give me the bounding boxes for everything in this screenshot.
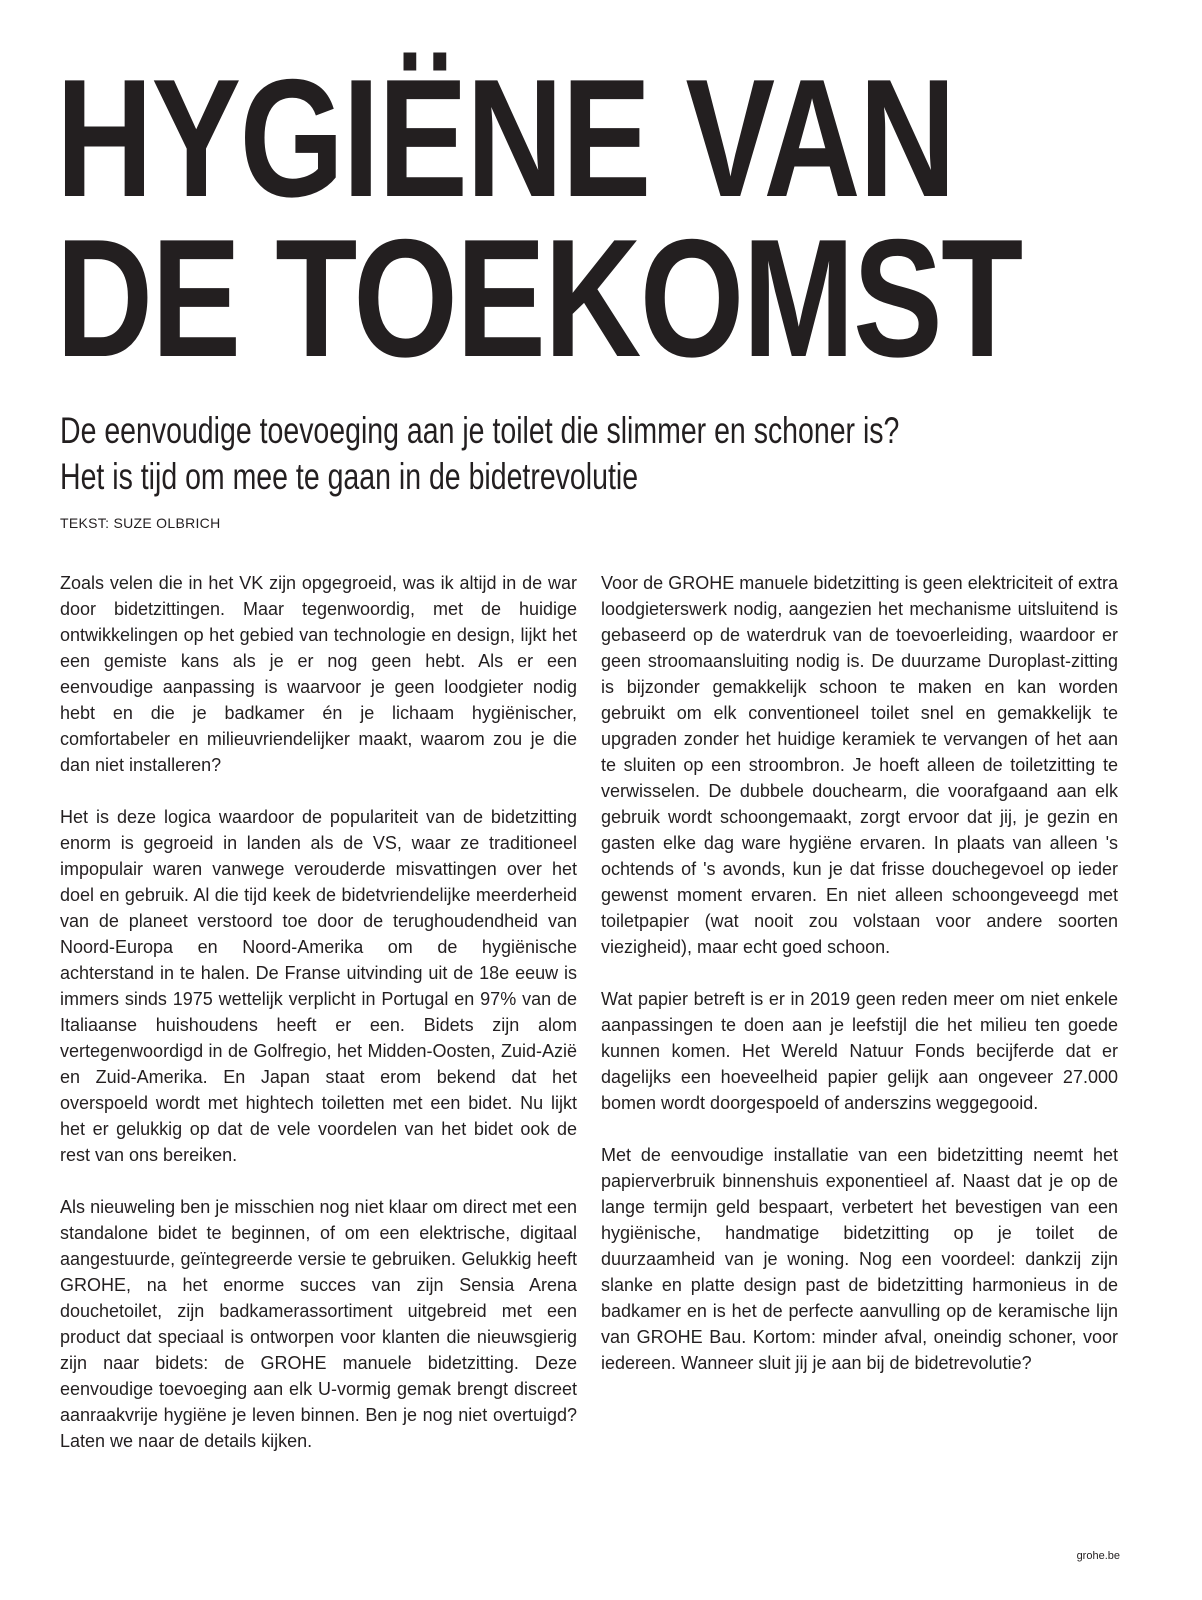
body-column-right [601,570,1118,1402]
paragraph: Wat papier betreft is er in 2019 geen reden meer om niet enkele aanpassingen te doen aan je leefstijl die het milieu ten goede kunnen komen. Het Wereld Natuur Fonds becijferde dat er dagelijks een hoeveelheid papier gelijk aan ongeveer 27.000 bomen wordt doorgespoeld of anderszins weggegooid. [601,989,1118,1113]
subheadline [60,408,1061,500]
subheadline-line-1: De eenvoudige toevoeging aan je toilet die slimmer en schoner is? [60,410,900,451]
paragraph: Zoals velen die in het VK zijn opgegroeid, was ik altijd in de war door bidetzittingen. Maar tegenwoordig, met de huidige ontwikkelingen op het gebied van technologie en design, lijkt het een gemiste kans als je er nog geen hebt. Als er een eenvoudige aanpassing is waarvoor je geen loodgieter nodig hebt en die je badkamer én je lichaam hygiënischer, comfortabeler en milieuvriendelijker maakt, waarom zou je die dan niet installeren? [60,573,577,775]
paragraph: Met de eenvoudige installatie van een bidetzitting neemt het papierverbruik binnenshuis exponentieel af. Naast dat je op de lange termijn geld bespaart, verbetert het bevestigen van een hygiënische, handmatige bidetzitting op je toilet de duurzaamheid van je woning. Nog een voordeel: dankzij zijn slanke en platte design past de bidetzitting harmonieus in de badkamer en is het de perfecte aanvulling op de keramische lijn van GROHE Bau. Kortom: minder afval, oneindig schoner, voor iedereen. Wanneer sluit jij je aan bij de bidetrevolutie? [601,1145,1118,1373]
headline [56,44,1022,392]
headline-line-2: DE TOEKOMST [56,204,1022,392]
paragraph: Voor de GROHE manuele bidetzitting is geen elektriciteit of extra loodgieterswerk nodig, aangezien het mechanisme uitsluitend is gebaseerd op de waterdruk van de toevoerleiding, waardoor er geen stroomaansluiting nodig is. De duurzame Duroplast-zitting is bijzonder gemakkelijk schoon te maken en kan worden gebruikt om elk conventioneel toilet snel en gemakkelijk te upgraden zonder het huidige keramiek te vervangen of het aan te sluiten op een stroombron. Je hoeft alleen de toiletzitting te verwisselen. De dubbele douchearm, die voorafgaand aan elk gebruik wordt schoongemaakt, zorgt ervoor dat jij, je gezin en gasten elke dag ware hygiëne ervaren. In plaats van alleen 's ochtends of 's avonds, kun je dat frisse douchegevoel op ieder gewenst moment ervaren. En niet alleen schoongeveegd met toiletpapier (wat nooit zou volstaan voor andere soorten viezigheid), maar echt goed schoon. [601,573,1118,957]
paragraph: Het is deze logica waardoor de populariteit van de bidetzitting enorm is gegroeid in landen als de VS, waar ze traditioneel impopulair waren vanwege verouderde misvattingen over het doel en gebruik. Al die tijd keek de bidetvriendelijke meerderheid van de planeet verstoord toe door de terughoudendheid van Noord-Europa en Noord-Amerika om de hygiënische achterstand in te halen. De Franse uitvinding uit de 18e eeuw is immers sinds 1975 wettelijk verplicht in Portugal en 97% van de Italiaanse huishoudens heeft er een. Bidets zijn alom vertegenwoordigd in de Golfregio, het Midden-Oosten, Zuid-Azië en Zuid-Amerika. En Japan staat erom bekend dat het overspoeld wordt met hightech toiletten met een bidet. Nu lijkt het er gelukkig op dat de vele voordelen van het bidet ook de rest van ons bereiken. [60,807,577,1165]
subheadline-line-2: Het is tijd om mee te gaan in de bidetrevolutie [60,456,639,497]
body-column-left [60,570,577,1480]
paragraph: Als nieuweling ben je misschien nog niet klaar om direct met een standalone bidet te beginnen, of om een elektrische, digitaal aangestuurde, geïntegreerde versie te gebruiken. Gelukkig heeft GROHE, na het enorme succes van zijn Sensia Arena douchetoilet, zijn badkamerassortiment uitgebreid met een product dat speciaal is ontworpen voor klanten die nieuwsgierig zijn naar bidets: de GROHE manuele bidetzitting. Deze eenvoudige toevoeging aan elk U-vormig gemak brengt discreet aanraakvrije hygiëne je leven binnen. Ben je nog niet overtuigd? Laten we naar de details kijken. [60,1197,577,1451]
byline: TEKST: SUZE OLBRICH [60,515,221,531]
headline-line-1: HYGIËNE VAN [56,44,955,232]
footer-url: grohe.be [1076,1550,1120,1562]
